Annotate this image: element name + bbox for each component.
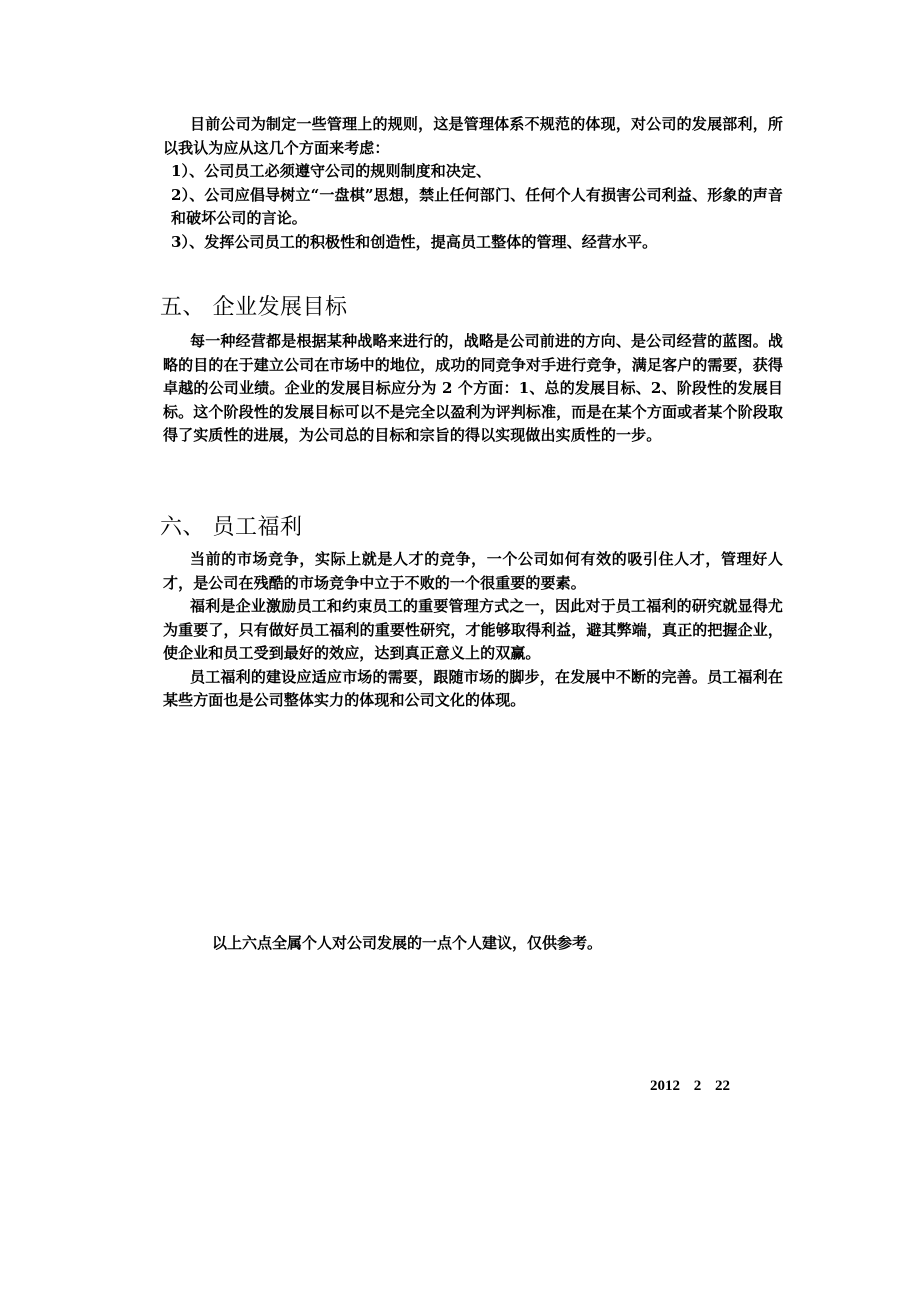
- section-4-intro: 目前公司为制定一些管理上的规则，这是管理体系不规范的体现，对公司的发展部利，所以我认为应从这几个方面来考虑：: [163, 115, 783, 157]
- section-6-paragraph: 福利是企业激励员工和约束员工的重要管理方式之一，因此对于员工福利的研究就显得尤为重要了，只有做好员工福利的重要性研究，才能够取得利益，避其弊端，真正的把握企业，使企业和员工受到最好的效应，达到真正意义上的双赢。: [163, 597, 783, 662]
- list-item: 2）、公司应倡导树立“一盘棋”思想，禁止任何部门、任何个人有损害公司利益、形象的声音和破坏公司的言论。: [171, 185, 783, 227]
- section-5-body: 每一种经营都是根据某种战略来进行的，战略是公司前进的方向、是公司经营的蓝图。战略的目的在于建立公司在市场中的地位，成功的同竞争对手进行竞争，满足客户的需要，获得卓越的公司业绩。企业的发展目标应分为 2 个方面：1、总的发展目标、2、阶段性的发展目标。这个阶段性的发展目标可以不是完全以盈利为评判标准，而是在某个方面或者某个阶段取得了实质性的进展，为公司总的目标和宗旨的得以实现做出实质性的一步。: [163, 332, 783, 444]
- section-6-paragraph: 员工福利的建设应适应市场的需要，跟随市场的脚步，在发展中不断的完善。员工福利在某些方面也是公司整体实力的体现和公司文化的体现。: [163, 667, 783, 709]
- closing-note: 以上六点全属个人对公司发展的一点个人建议，仅供参考。: [212, 934, 603, 952]
- list-item: 3）、发挥公司员工的积极性和创造性，提高员工整体的管理、经营水平。: [171, 232, 658, 251]
- document-date: 2012 2 22: [650, 1078, 730, 1094]
- section-5-block: [163, 330, 783, 448]
- section-6-paragraph: 当前的市场竞争，实际上就是人才的竞争，一个公司如何有效的吸引住人才，管理好人才，是公司在残酷的市场竞争中立于不败的一个很重要的要素。: [163, 550, 783, 592]
- section-6-block: [163, 548, 783, 713]
- section-6-heading: 六、 员工福利: [160, 515, 303, 540]
- section-4-block: [163, 113, 783, 254]
- section-5-heading: 五、 企业发展目标: [160, 295, 348, 320]
- list-item: 1）、公司员工必须遵守公司的规则制度和决定、: [171, 162, 492, 180]
